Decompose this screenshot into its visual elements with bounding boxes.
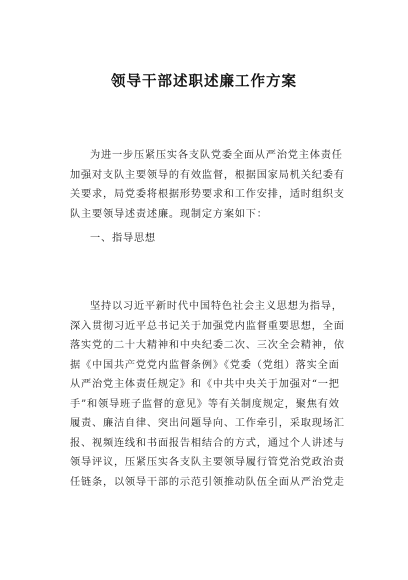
body-line: 坚持以习近平新时代中国特色社会主义思想为指导，: [90, 301, 343, 312]
intro-paragraph: [70, 146, 350, 224]
body-line: 深入贯彻习近平总书记关于加强党内监督重要思想，全面: [70, 320, 345, 332]
body-line: 履责、廉洁自律、突出问题导向、工作牵引，采取现场汇: [70, 418, 345, 429]
intro-line: 队主要领导述责述廉。现制定方案如下：: [70, 208, 268, 220]
body-line: 从严治党主体责任规定》和《中共中央关于加强对“一把: [70, 379, 340, 390]
intro-line: 加强对支队主要领导的有效监督，根据国家局机关纪委有: [70, 169, 345, 181]
guiding-ideology-paragraph: [70, 297, 350, 492]
body-line: 手”和领导班子监督的意见》等有关制度规定，聚焦有效: [70, 398, 340, 410]
section-heading: 一、指导思想: [90, 233, 156, 244]
body-line: 据《中国共产党党内监督条例》《党委（党组）落实全面: [70, 359, 340, 371]
document-title: 领导干部述职述廉工作方案: [111, 74, 297, 90]
intro-line: 为进一步压紧压实各支队党委全面从严治党主体责任: [90, 150, 343, 161]
body-line: 任链条，以领导干部的示范引领推动队伍全面从严治党走: [70, 476, 345, 488]
body-line: 领导评议，压紧压实各支队主要领导履行管党治党政治责: [70, 457, 345, 468]
intro-line: 关要求，局党委将根据形势要求和工作安排，适时组织支: [70, 189, 345, 200]
body-line: 报、视频连线和书面报告相结合的方式，通过个人讲述与: [70, 437, 345, 449]
body-line: 落实党的二十大精神和中央纪委二次、三次全会精神，依: [70, 340, 345, 351]
